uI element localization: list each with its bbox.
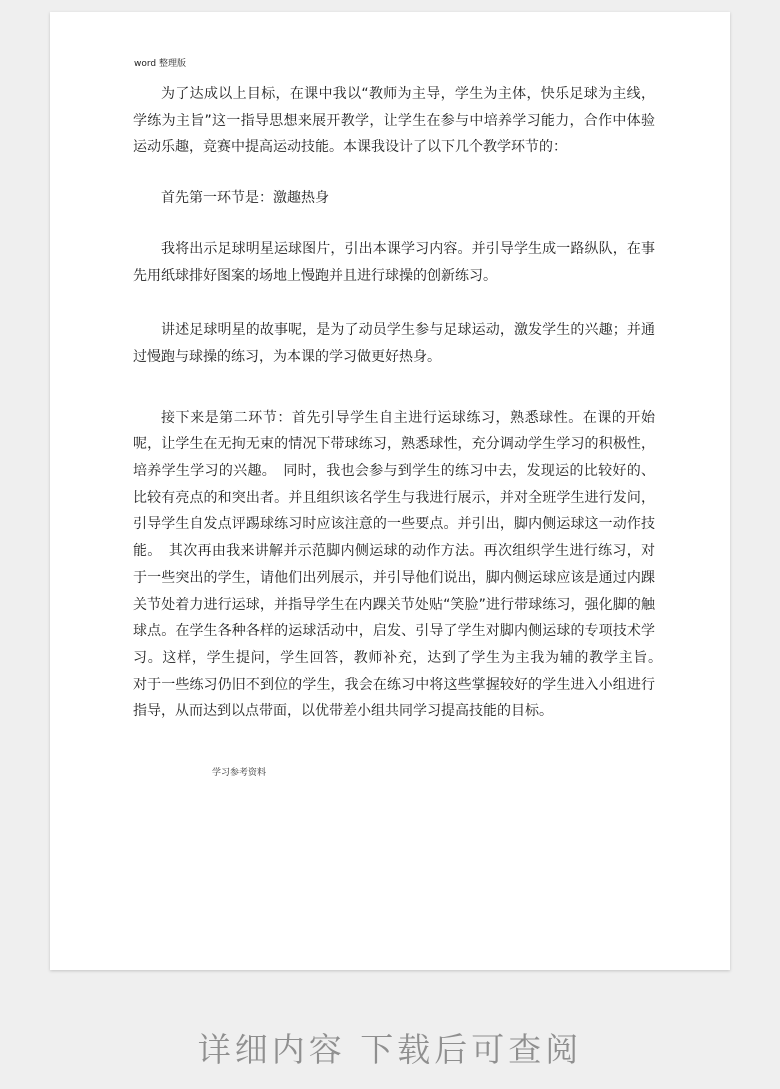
document-body [133, 81, 669, 725]
paragraph-section-one-title: 首先第一环节是：激趣热身 [161, 190, 329, 207]
document-header-label: word 整理版 [134, 59, 186, 69]
paragraph-intro: 为了达成以上目标，在课中我以“教师为主导，学生为主体，快乐足球为主线，学练为主旨”这一指导思想来展开教学，让学生在参与中培养学习能力，合作中体验运动乐趣，竞赛中提高运动技能。本课我设计了以下几个教学环节的： [133, 86, 655, 156]
document-page [50, 12, 730, 970]
document-footer-label: 学习参考资料 [212, 768, 267, 778]
download-promo-text: 详细内容 下载后可查阅 [197, 1030, 583, 1069]
paragraph-warmup-purpose: 讲述足球明星的故事呢，是为了动员学生参与足球运动，激发学生的兴趣；并通过慢跑与球操的练习，为本课的学习做更好热身。 [133, 322, 655, 365]
paragraph-section-two: 接下来是第二环节：首先引导学生自主进行运球练习，熟悉球性。在课的开始呢，让学生在无拘无束的情况下带球练习，熟悉球性，充分调动学生学习的积极性，培养学生学习的兴趣。 同时，我也会参与到学生的练习中去，发现运的比较好的、比较有亮点的和突出者。并且组织该名学生与我进行展示，并对全班学生进行发问，引导学生自发点评踢球练习时应该注意的一些要点。并引出，脚内侧运球这一动作技能。 其次再由我来讲解并示范脚内侧运球的动作方法。再次组织学生进行练习，对于一些突出的学生，请他们出列展示，并引导他们说出，脚内侧运球应该是通过内踝关节处着力进行运球，并指导学生在内踝关节处贴“笑脸”进行带球练习，强化脚的触球点。在学生各种各样的运球活动中，启发、引导了学生对脚内侧运球的专项技术学习。这样，学生提问，学生回答，教师补充，达到了学生为主我为辅的教学主旨。 对于一些练习仍旧不到位的学生，我会在练习中将这些掌握较好的学生进入小组进行指导，从而达到以点带面，以优带差小组共同学习提高技能的目标。 [133, 409, 669, 720]
paragraph-warmup-description: 我将出示足球明星运球图片，引出本课学习内容。并引导学生成一路纵队，在事先用纸球排好图案的场地上慢跑并且进行球操的创新练习。 [133, 240, 655, 284]
